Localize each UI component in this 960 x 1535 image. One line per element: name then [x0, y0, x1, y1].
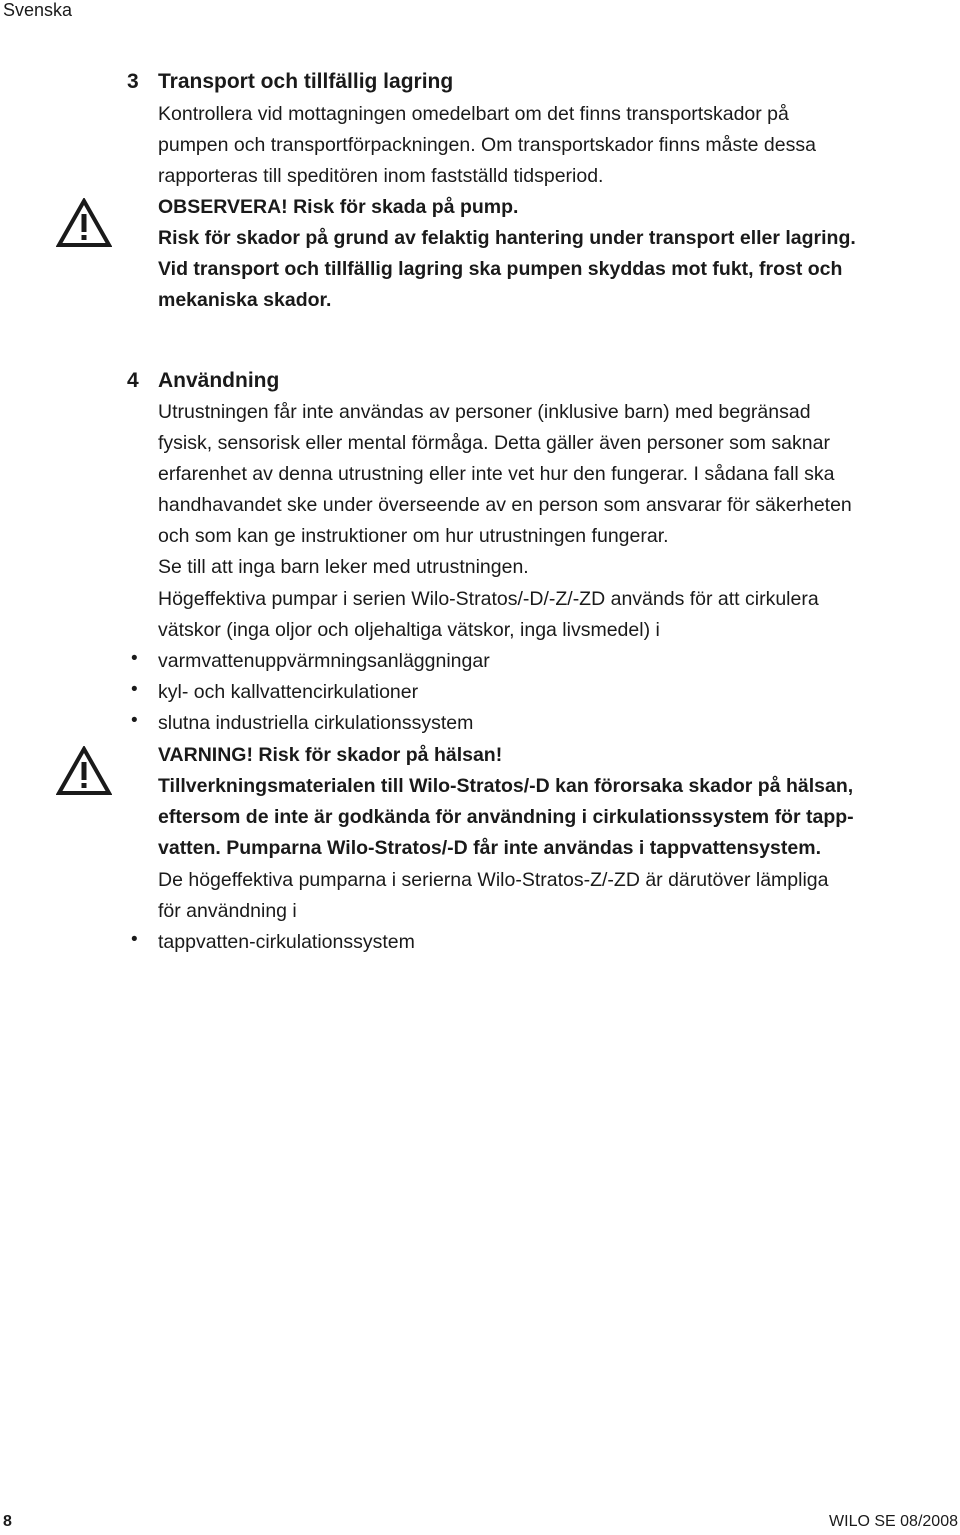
section-4-text-line: för användning i — [158, 900, 297, 922]
bullet-marker: • — [131, 648, 138, 669]
list-item: slutna industriella cirkulationssystem — [158, 712, 474, 734]
section-3-number: 3 — [127, 70, 139, 93]
section-4-warning-line: eftersom de inte är godkända för användning i cirkulationssystem för tapp- — [158, 806, 854, 828]
section-3-warning-line: Vid transport och tillfällig lagring ska pumpen skyddas mot fukt, frost och — [158, 258, 843, 280]
list-item: kyl- och kallvattencirkulationer — [158, 681, 419, 703]
section-4-warning-line: vatten. Pumparna Wilo-Stratos/-D får inte användas i tappvattensystem. — [158, 837, 821, 859]
section-4-text-line: erfarenhet av denna utrustning eller inte vet hur den fungerar. I sådana fall ska — [158, 463, 835, 485]
section-4-text-line: De högeffektiva pumparna i serierna Wilo-Stratos-Z/-ZD är därutöver lämpliga — [158, 869, 829, 891]
section-3-warning-line: mekaniska skador. — [158, 289, 332, 311]
footer-publisher: WILO SE 08/2008 — [829, 1513, 958, 1530]
section-3-text-line: Kontrollera vid mottagningen omedelbart om det finns transportskador på — [158, 103, 789, 125]
section-4-text-line: vätskor (inga oljor och oljehaltiga vätskor, inga livsmedel) i — [158, 619, 660, 641]
section-3-title: Transport och tillfällig lagring — [158, 70, 454, 93]
footer-page-number: 8 — [3, 1513, 12, 1530]
section-4-text-line: Högeffektiva pumpar i serien Wilo-Stratos/-D/-Z/-ZD används för att cirkulera — [158, 588, 819, 610]
section-3-warning-line: Risk för skador på grund av felaktig hantering under transport eller lagring. — [158, 227, 856, 249]
warning-triangle-icon — [56, 198, 112, 248]
section-4-text-line: Utrustningen får inte användas av personer (inklusive barn) med begränsad — [158, 401, 811, 423]
section-4-text-line: Se till att inga barn leker med utrustningen. — [158, 556, 529, 578]
section-4-warning-line: Tillverkningsmaterialen till Wilo-Stratos/-D kan förorsaka skador på hälsan, — [158, 775, 854, 797]
bullet-marker: • — [131, 929, 138, 950]
section-4-text-line: handhavandet ske under överseende av en person som ansvarar för säkerheten — [158, 494, 852, 516]
section-4-text-line: och som kan ge instruktioner om hur utrustningen fungerar. — [158, 525, 669, 547]
header-language: Svenska — [3, 0, 73, 20]
list-item: varmvattenuppvärmningsanläggningar — [158, 650, 490, 672]
section-4-text-line: fysisk, sensorisk eller mental förmåga. Detta gäller även personer som saknar — [158, 432, 830, 454]
section-4-warning-heading: VARNING! Risk för skador på hälsan! — [158, 744, 503, 766]
warning-triangle-icon — [56, 746, 112, 796]
section-4-number: 4 — [127, 369, 139, 392]
bullet-marker: • — [131, 710, 138, 731]
list-item: tappvatten-cirkulationssystem — [158, 931, 415, 953]
section-3-text-line: pumpen och transportförpackningen. Om transportskador finns måste dessa — [158, 134, 816, 156]
section-3-text-line: rapporteras till speditören inom fastställd tidsperiod. — [158, 165, 604, 187]
bullet-marker: • — [131, 679, 138, 700]
section-4-title: Användning — [158, 369, 280, 392]
section-3-warning-heading: OBSERVERA! Risk för skada på pump. — [158, 196, 519, 218]
